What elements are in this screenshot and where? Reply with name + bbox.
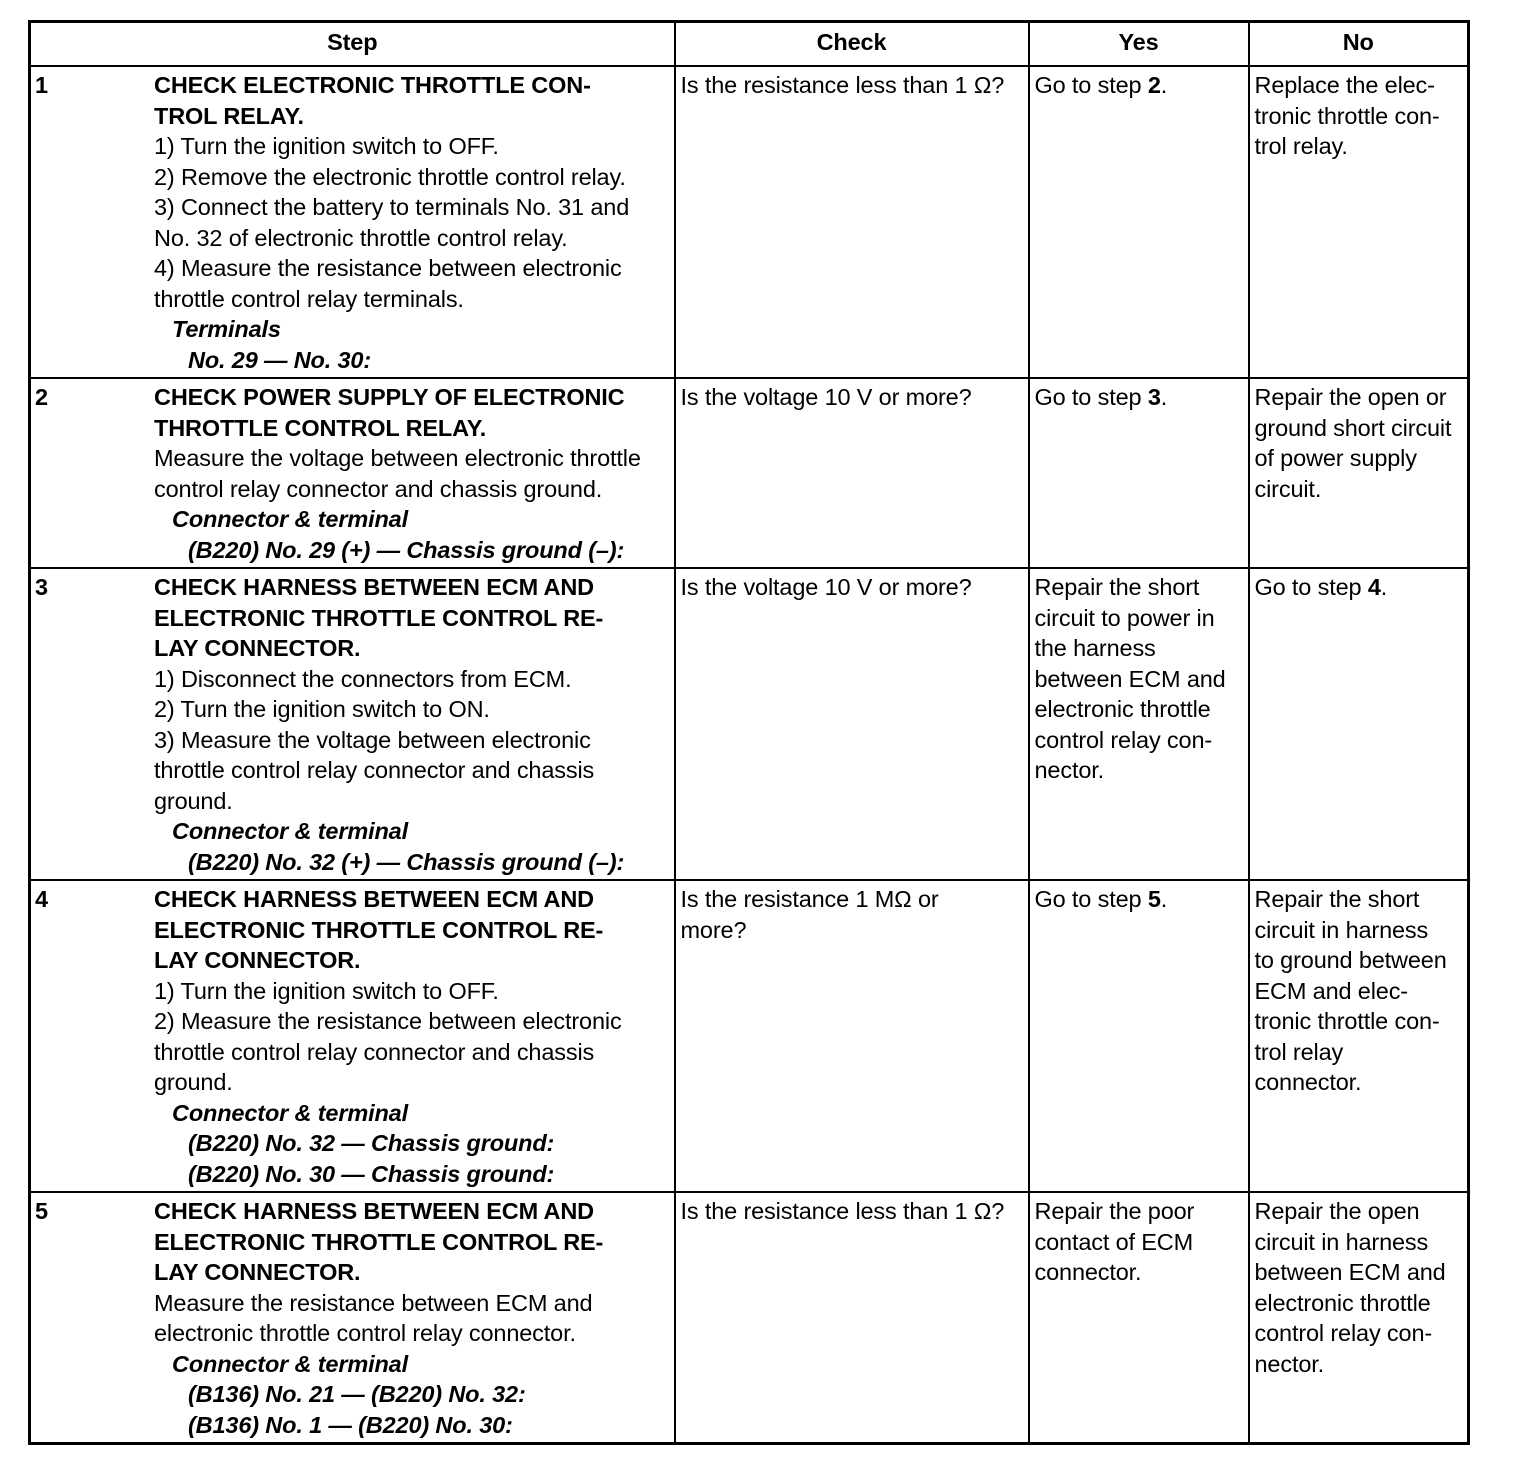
yes-cell — [1029, 378, 1249, 568]
table-row — [30, 880, 1469, 1192]
step-heading: TROL RELAY. — [154, 102, 304, 129]
spec-label: Connector & terminal — [172, 506, 408, 532]
step-heading: CHECK POWER SUPPLY OF ELECTRONIC — [154, 384, 625, 410]
no-cell — [1249, 880, 1469, 1192]
yes-text: the harness — [1034, 635, 1156, 661]
table-row — [30, 66, 1469, 378]
yes-cell — [1029, 880, 1249, 1192]
yes-text: Go to step — [1034, 886, 1148, 912]
check-cell — [675, 568, 1029, 880]
yes-cell — [1029, 1192, 1249, 1444]
table-row — [30, 1192, 1469, 1444]
step-instruction: throttle control relay terminals. — [154, 285, 464, 312]
spec-label: Connector & terminal — [172, 1099, 408, 1126]
no-cell — [1249, 378, 1469, 568]
step-instruction: 1) Disconnect the connectors from ECM. — [154, 665, 572, 692]
yes-text: connector. — [1034, 1259, 1142, 1285]
step-instruction: control relay connector and chassis ground. — [154, 475, 603, 502]
header-step: Step — [30, 22, 675, 67]
no-text: nector. — [1254, 1350, 1324, 1377]
no-text: ground short circuit — [1254, 414, 1452, 441]
step-heading: CHECK HARNESS BETWEEN ECM AND — [154, 1198, 594, 1224]
step-cell — [30, 378, 675, 568]
step-cell — [30, 1192, 675, 1444]
no-text: circuit. — [1254, 475, 1322, 502]
yes-text: Repair the short — [1034, 574, 1200, 600]
step-heading: THROTTLE CONTROL RELAY. — [154, 414, 487, 441]
step-heading: ELECTRONIC THROTTLE CONTROL RE- — [154, 1228, 604, 1255]
header-no: No — [1249, 22, 1469, 67]
yes-step-number: 2 — [1147, 72, 1161, 98]
step-number: 3 — [35, 574, 48, 600]
yes-text: contact of ECM — [1034, 1228, 1194, 1255]
step-instruction: 3) Measure the voltage between electronic — [154, 726, 591, 753]
step-instruction: 1) Turn the ignition switch to OFF. — [154, 977, 499, 1004]
step-number: 4 — [35, 886, 48, 912]
no-text: Replace the elec- — [1254, 72, 1435, 98]
no-text: Repair the open — [1254, 1198, 1420, 1224]
table-row — [30, 378, 1469, 568]
step-heading: CHECK ELECTRONIC THROTTLE CON- — [154, 72, 591, 98]
spec-value: (B220) No. 32 (+) — Chassis ground (–): — [188, 848, 625, 875]
yes-step-number: 5 — [1147, 886, 1161, 912]
spec-label: Connector & terminal — [172, 818, 408, 844]
check-cell — [675, 378, 1029, 568]
step-heading: LAY CONNECTOR. — [154, 947, 361, 973]
step-instruction: electronic throttle control relay connector. — [154, 1320, 576, 1346]
yes-cell — [1029, 66, 1249, 378]
step-instruction: 2) Measure the resistance between electronic — [154, 1008, 622, 1034]
spec-value: (B136) No. 1 — (B220) No. 30: — [188, 1411, 513, 1438]
check-text: Is the voltage 10 V or more? — [680, 574, 972, 600]
header-row — [30, 22, 1469, 67]
no-text: Repair the open or — [1254, 384, 1447, 410]
yes-text-end: . — [1160, 72, 1168, 98]
yes-text: between ECM and — [1034, 665, 1226, 692]
yes-text: Repair the poor — [1034, 1198, 1195, 1224]
yes-text: control relay con- — [1034, 726, 1213, 753]
step-heading: ELECTRONIC THROTTLE CONTROL RE- — [154, 916, 604, 943]
check-text: Is the voltage 10 V or more? — [680, 384, 972, 410]
step-number: 1 — [35, 72, 48, 98]
spec-value: (B136) No. 21 — (B220) No. 32: — [188, 1381, 526, 1407]
yes-step-number: 3 — [1147, 384, 1161, 410]
yes-text-end: . — [1160, 384, 1168, 410]
no-text: tronic throttle con- — [1254, 102, 1440, 129]
no-text: connector. — [1254, 1069, 1362, 1095]
step-instruction: ground. — [154, 1069, 233, 1095]
no-text: trol relay — [1254, 1038, 1344, 1065]
check-text: more? — [680, 916, 747, 943]
no-cell — [1249, 66, 1469, 378]
spec-label: Connector & terminal — [172, 1350, 408, 1377]
yes-cell — [1029, 568, 1249, 880]
yes-text: nector. — [1034, 757, 1104, 783]
step-heading: LAY CONNECTOR. — [154, 635, 361, 661]
step-instruction: throttle control relay connector and chassis — [154, 757, 595, 783]
spec-label: Terminals — [172, 316, 281, 342]
no-text-end: . — [1380, 574, 1388, 600]
step-instruction: 4) Measure the resistance between electronic — [154, 255, 622, 281]
step-instruction: 3) Connect the battery to terminals No. 31 and — [154, 194, 630, 220]
no-step-number: 4 — [1367, 574, 1381, 600]
check-cell — [675, 880, 1029, 1192]
no-text: of power supply — [1254, 445, 1417, 471]
step-instruction: 2) Remove the electronic throttle control relay. — [154, 163, 626, 190]
header-check: Check — [675, 22, 1029, 67]
no-cell — [1249, 1192, 1469, 1444]
no-text: control relay con- — [1254, 1320, 1433, 1346]
yes-text: Go to step — [1034, 72, 1148, 98]
step-instruction: ground. — [154, 787, 233, 814]
step-heading: ELECTRONIC THROTTLE CONTROL RE- — [154, 604, 604, 631]
no-cell — [1249, 568, 1469, 880]
no-text: Repair the short — [1254, 886, 1420, 912]
no-text: trol relay. — [1254, 133, 1348, 159]
spec-value: No. 29 — No. 30: — [188, 346, 372, 373]
step-cell — [30, 880, 675, 1192]
step-cell — [30, 568, 675, 880]
no-text: circuit in harness — [1254, 916, 1429, 943]
spec-value: (B220) No. 32 — Chassis ground: — [188, 1130, 555, 1156]
step-number: 5 — [35, 1198, 48, 1224]
step-heading: CHECK HARNESS BETWEEN ECM AND — [154, 886, 594, 912]
check-cell — [675, 66, 1029, 378]
step-heading: LAY CONNECTOR. — [154, 1259, 361, 1285]
header-yes: Yes — [1029, 22, 1249, 67]
step-heading: CHECK HARNESS BETWEEN ECM AND — [154, 574, 594, 600]
step-instruction: 1) Turn the ignition switch to OFF. — [154, 133, 499, 159]
table-row — [30, 568, 1469, 880]
step-instruction: throttle control relay connector and chassis — [154, 1038, 595, 1065]
step-cell — [30, 66, 675, 378]
no-text: electronic throttle — [1254, 1289, 1431, 1316]
yes-text: electronic throttle — [1034, 696, 1211, 722]
no-text: between ECM and — [1254, 1259, 1446, 1285]
yes-text-end: . — [1160, 886, 1168, 912]
spec-value: (B220) No. 29 (+) — Chassis ground (–): — [188, 536, 625, 563]
check-cell — [675, 1192, 1029, 1444]
spec-value: (B220) No. 30 — Chassis ground: — [188, 1160, 555, 1187]
no-text: to ground between — [1254, 947, 1447, 973]
no-text: ECM and elec- — [1254, 977, 1408, 1004]
diagnostic-table — [28, 20, 1470, 1445]
step-instruction: Measure the voltage between electronic throttle — [154, 445, 641, 471]
step-number: 2 — [35, 384, 48, 410]
step-instruction: No. 32 of electronic throttle control relay. — [154, 224, 568, 251]
check-text: Is the resistance 1 MΩ or — [680, 886, 939, 912]
step-instruction: Measure the resistance between ECM and — [154, 1289, 593, 1316]
step-instruction: 2) Turn the ignition switch to ON. — [154, 696, 490, 722]
yes-text: Go to step — [1034, 384, 1148, 410]
no-text: tronic throttle con- — [1254, 1008, 1440, 1034]
yes-text: circuit to power in — [1034, 604, 1215, 631]
no-text: circuit in harness — [1254, 1228, 1429, 1255]
check-text: Is the resistance less than 1 Ω? — [680, 1198, 1005, 1224]
check-text: Is the resistance less than 1 Ω? — [680, 72, 1005, 98]
no-text: Go to step — [1254, 574, 1368, 600]
